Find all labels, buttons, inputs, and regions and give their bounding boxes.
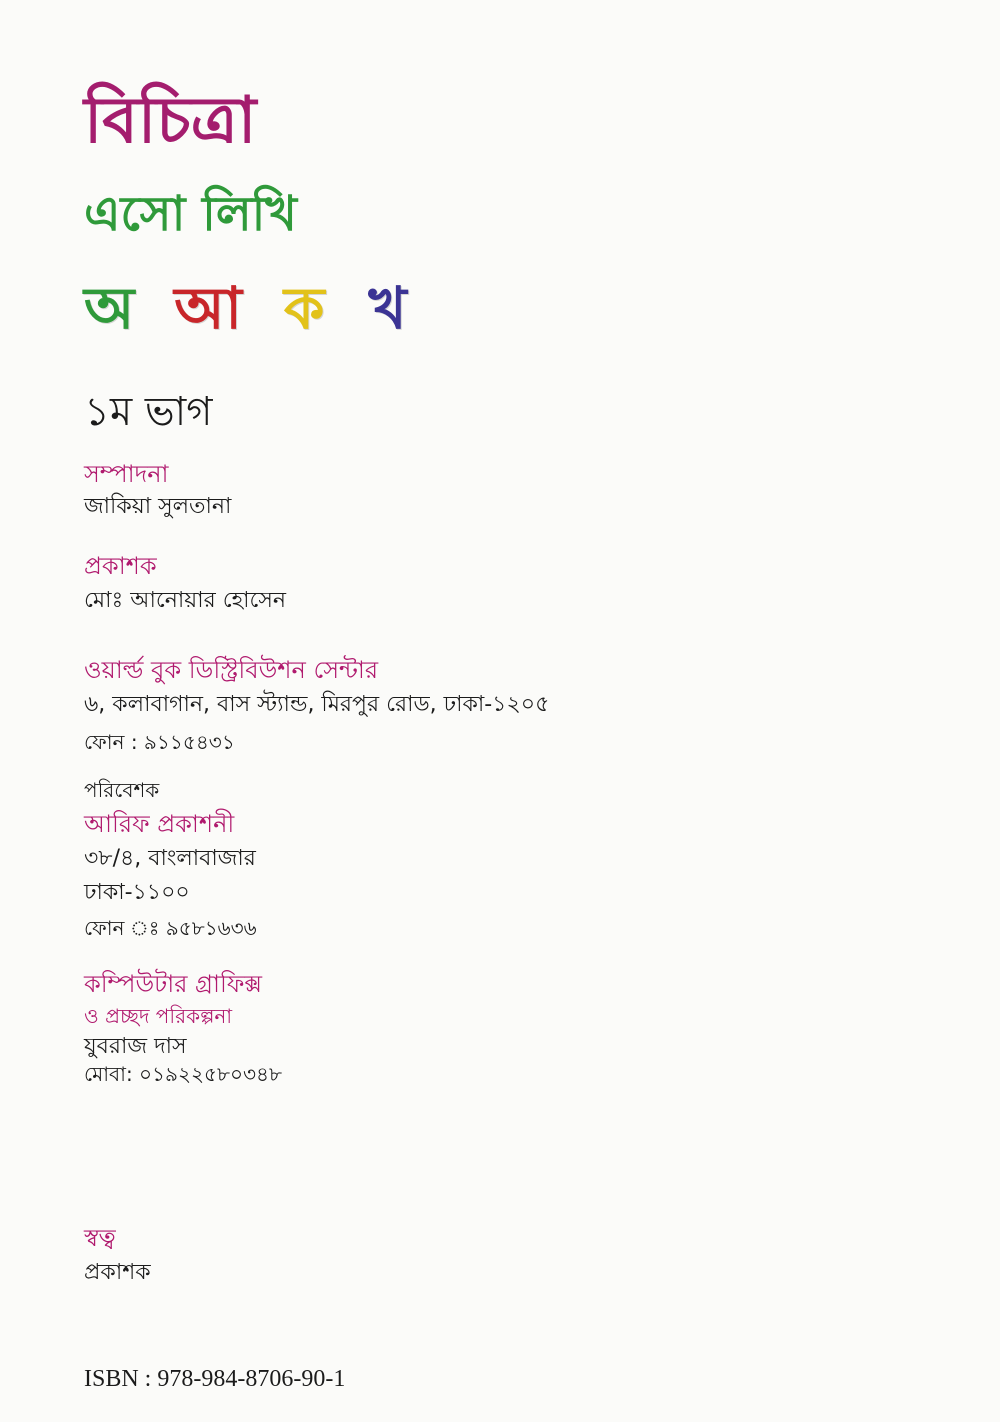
letter-kha: খ bbox=[368, 274, 407, 342]
copyright-holder: প্রকাশক bbox=[84, 1260, 151, 1285]
graphics-label-line1: কম্পিউটার গ্রাফিক্স bbox=[84, 970, 263, 998]
editor-label: সম্পাদনা bbox=[84, 460, 169, 488]
distribution-center-address: ৬, কলাবাগান, বাস স্ট্যান্ড, মিরপুর রোড, ঢাকা-১২০৫ bbox=[84, 692, 550, 717]
copyright-label: স্বত্ব bbox=[84, 1224, 116, 1252]
distribution-center-name: ওয়ার্ল্ড বুক ডিস্ট্রিবিউশন সেন্টার bbox=[84, 656, 379, 684]
isbn-number: ISBN : 978-984-8706-90-1 bbox=[84, 1366, 346, 1392]
graphics-designer-mobile: মোবা: ০১৯২২৫৮০৩৪৮ bbox=[84, 1062, 282, 1086]
editor-name: জাকিয়া সুলতানা bbox=[84, 494, 232, 519]
graphics-designer-name: যুবরাজ দাস bbox=[84, 1034, 187, 1059]
letter-o: অ bbox=[84, 274, 135, 342]
publisher-name: মোঃ আনোয়ার হোসেন bbox=[84, 588, 287, 613]
letter-ka: ক bbox=[283, 274, 325, 342]
distributor-label: পরিবেশক bbox=[84, 778, 160, 802]
distributor-address-line2: ঢাকা-১১০০ bbox=[84, 880, 190, 905]
publisher-label: প্রকাশক bbox=[84, 552, 157, 580]
distributor-name: আরিফ প্রকাশনী bbox=[84, 810, 235, 838]
distributor-phone: ফোন ঃ ৯৫৮১৬৩৬ bbox=[84, 916, 257, 940]
letter-aa: আ bbox=[174, 274, 242, 342]
book-subtitle: এসো লিখি bbox=[84, 186, 297, 242]
part-number: ১ম ভাগ bbox=[84, 389, 213, 435]
alphabet-letters bbox=[84, 268, 407, 348]
distributor-address-line1: ৩৮/৪, বাংলাবাজার bbox=[84, 846, 256, 871]
graphics-label-line2: ও প্রচ্ছদ পরিকল্পনা bbox=[84, 1004, 233, 1028]
distribution-center-phone: ফোন : ৯১১৫৪৩১ bbox=[84, 730, 235, 754]
book-title: বিচিত্রা bbox=[84, 84, 257, 158]
